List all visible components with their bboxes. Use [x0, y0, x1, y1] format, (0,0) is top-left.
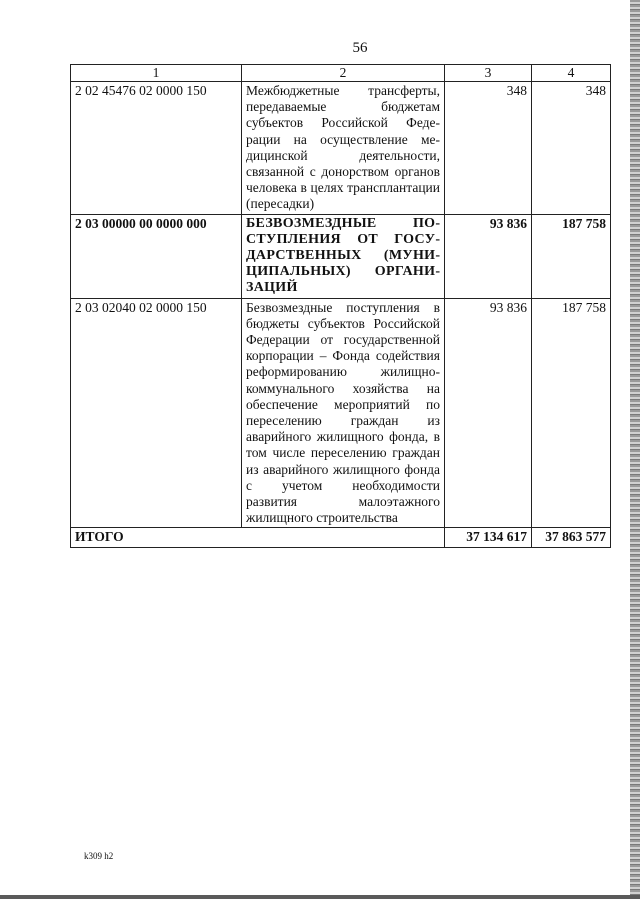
column-header: 2	[242, 65, 445, 82]
budget-code: 2 03 00000 00 0000 000	[71, 214, 242, 298]
budget-table	[70, 64, 611, 548]
row-description: Межбюджетные трансферты, передаваемые бюджетам субъектов Российской Федерации на осуществление медицинской деятельности, связанной с донорством органов человека в целях трансплантации (пересадки)	[242, 82, 445, 215]
table-row	[71, 298, 611, 528]
table-row	[71, 214, 611, 298]
amount-col4: 348	[532, 82, 611, 215]
total-col3: 37 134 617	[445, 528, 532, 547]
page-number: 56	[352, 40, 368, 56]
column-header: 3	[445, 65, 532, 82]
amount-col4: 187 758	[532, 214, 611, 298]
total-col4: 37 863 577	[532, 528, 611, 547]
row-description: Безвозмездные поступления в бюджеты субъектов Российской Федерации от государственной корпорации – Фонда содействия реформированию жилищно-коммунального хозяйства на обеспечение мероприятий по переселению граждан из аварийного жилищного фонда, в том числе переселению граждан из аварийного жилищного фонда с учетом необходимости развития малоэтажного жилищного строительства	[242, 298, 445, 528]
table-header-row	[71, 65, 611, 82]
amount-col3: 93 836	[445, 214, 532, 298]
amount-col3: 93 836	[445, 298, 532, 528]
amount-col3: 348	[445, 82, 532, 215]
scan-edge	[630, 0, 640, 899]
column-header: 1	[71, 65, 242, 82]
total-label: ИТОГО	[71, 528, 445, 547]
row-description: БЕЗВОЗМЕЗДНЫЕ ПОСТУПЛЕНИЯ ОТ ГОСУДАРСТВЕННЫХ (МУНИЦИПАЛЬНЫХ) ОРГАНИЗАЦИЙ	[242, 214, 445, 298]
column-header: 4	[532, 65, 611, 82]
scan-bottom-edge	[0, 895, 640, 899]
total-row	[71, 528, 611, 547]
budget-code: 2 02 45476 02 0000 150	[71, 82, 242, 215]
table-row	[71, 82, 611, 215]
budget-code: 2 03 02040 02 0000 150	[71, 298, 242, 528]
footer-code: k309 h2	[84, 851, 114, 861]
amount-col4: 187 758	[532, 298, 611, 528]
